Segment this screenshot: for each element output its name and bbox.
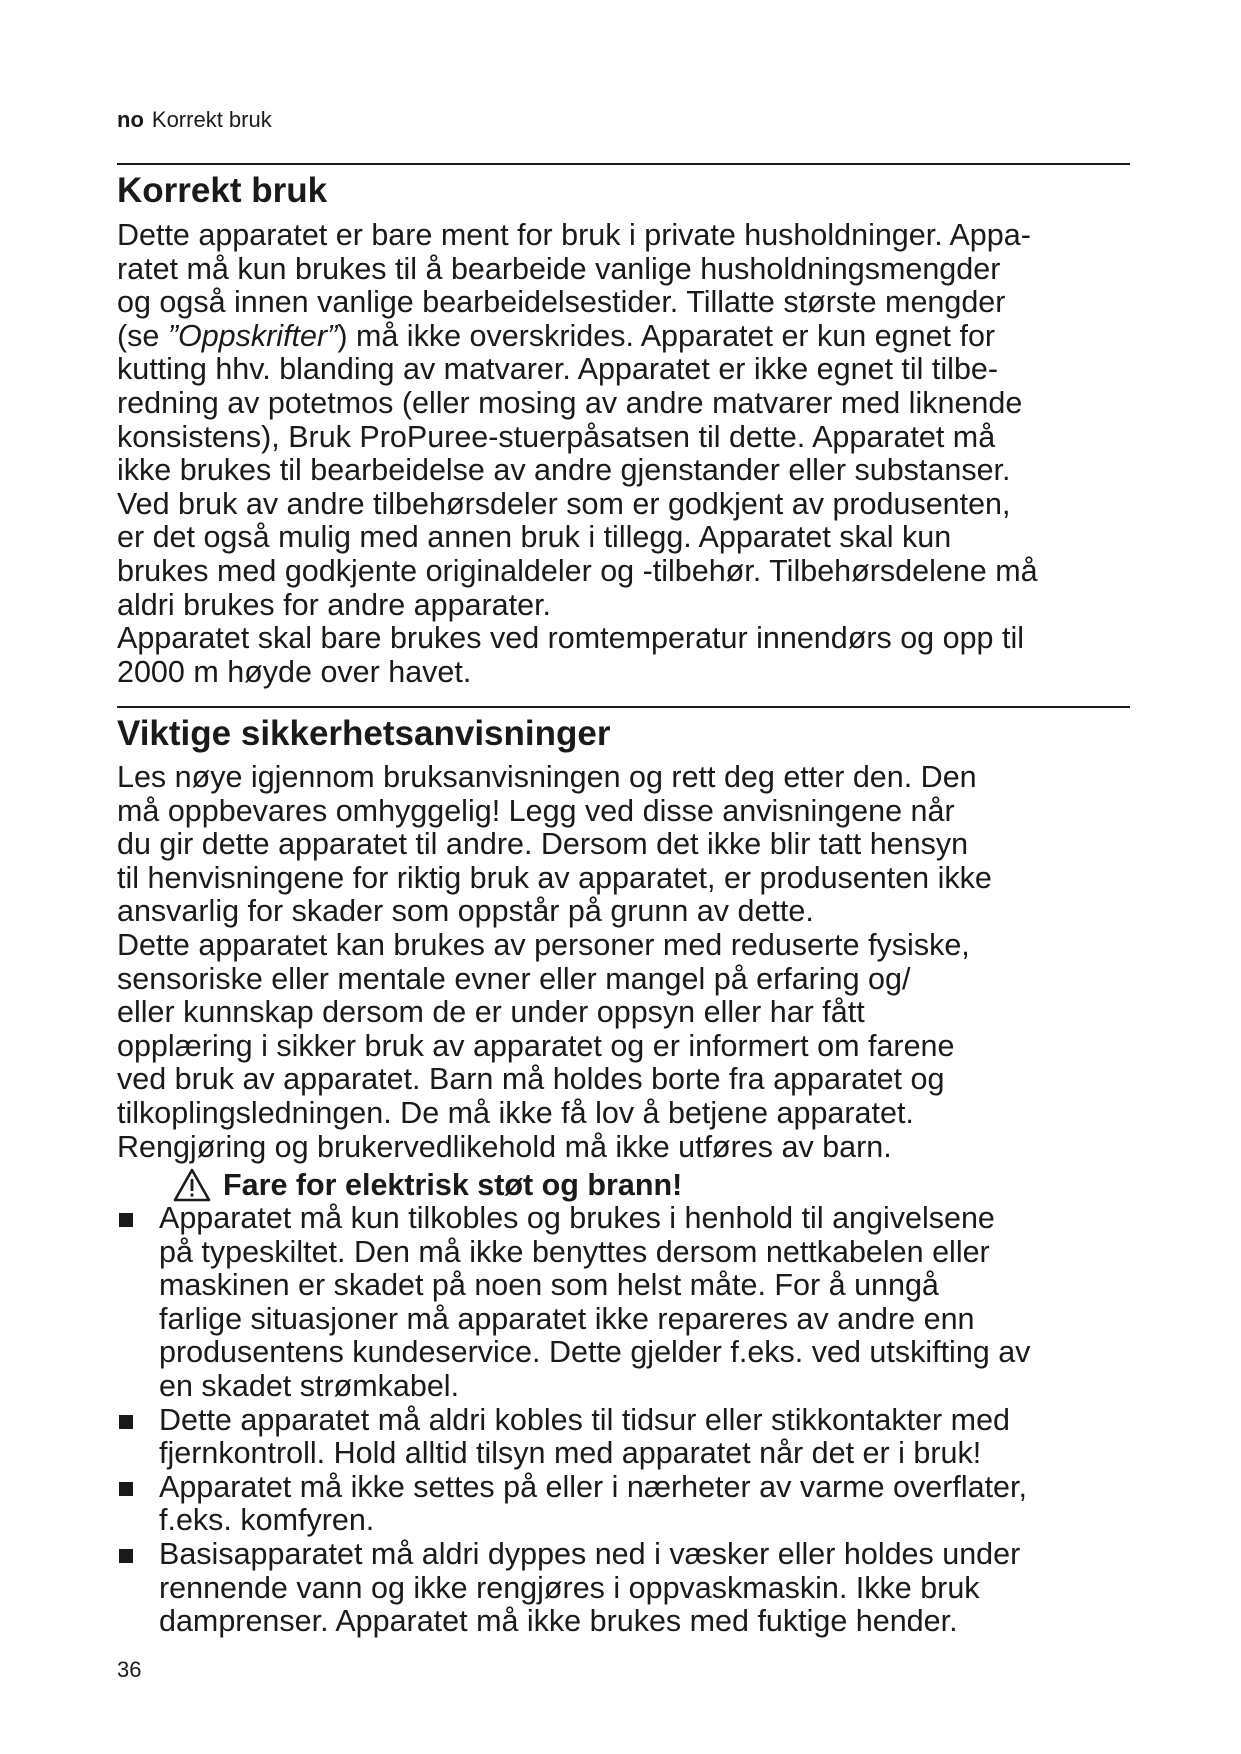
section-body-safety (117, 761, 1132, 1164)
list-item (117, 1471, 1132, 1538)
running-header-section: Korrekt bruk (151, 107, 272, 132)
text-line: rennende vann og ikke rengjøres i oppvaskmaskin. Ikke bruk (159, 1570, 980, 1605)
text-line: fjernkontroll. Hold alltid tilsyn med apparatet når det er i bruk! (159, 1436, 982, 1471)
text-line: Apparatet skal bare brukes ved romtemperatur innendørs og opp til (117, 621, 1025, 656)
list-item (117, 1404, 1132, 1471)
text-line: tilkoplingsledningen. De må ikke få lov å betjene apparatet. (117, 1095, 914, 1130)
text-line: Les nøye igjennom bruksanvisningen og rett deg etter den. Den (117, 760, 977, 794)
text-line: og også innen vanlige bearbeidelsestider. Tillatte største mengder (117, 285, 1006, 320)
section-title-safety: Viktige sikkerhetsanvisninger (117, 714, 611, 753)
text-line: sensoriske eller mentale evner eller mangel på erfaring og/ (117, 961, 911, 996)
warning-heading-text: Fare for elektrisk støt og brann! (223, 1168, 683, 1202)
text-line: må oppbevares omhyggelig! Legg ved disse anvisningene når (117, 793, 955, 828)
text-line: damprenser. Apparatet må ikke brukes med fuktige hender. (159, 1604, 958, 1639)
section-divider (117, 163, 1130, 165)
square-bullet-icon (119, 1415, 133, 1429)
text-line: konsistens), Bruk ProPuree-stuerpåsatsen til dette. Apparatet må (117, 419, 996, 454)
manual-page (117, 0, 1132, 1754)
text-line: ratet må kun brukes til å bearbeide vanlige husholdningsmengder (117, 251, 1001, 286)
text-line: Ved bruk av andre tilbehørsdeler som er godkjent av produsenten, (117, 486, 1011, 521)
text-line: brukes med godkjente originaldeler og -tilbehør. Tilbehørsdelene må (117, 553, 1038, 588)
language-code: no (117, 107, 144, 132)
text-line-with-reference (117, 320, 1132, 354)
section-body-korrekt-bruk (117, 219, 1132, 689)
text-line: en skadet strømkabel. (159, 1368, 460, 1403)
text-line: redning av potetmos (eller mosing av andre matvarer med liknende (117, 385, 1023, 420)
text-line: f.eks. komfyren. (159, 1503, 375, 1538)
warning-heading (173, 1168, 682, 1202)
text-line: farlige situasjoner må apparatet ikke repareres av andre enn (159, 1301, 975, 1336)
text-line: ansvarlig for skader som oppstår på grunn av dette. (117, 894, 814, 929)
text-fragment: ) må ikke overskrides. Apparatet er kun egnet for (337, 318, 996, 353)
text-line: opplæring i sikker bruk av apparatet og er informert om farene (117, 1028, 955, 1063)
text-line: ikke brukes til bearbeidelse av andre gjenstander eller substanser. (117, 453, 1011, 488)
text-line: Basisapparatet må aldri dyppes ned i væsker eller holdes under (159, 1536, 1021, 1571)
warning-bullet-list (117, 1202, 1132, 1639)
recipes-reference: ”Oppskrifter” (167, 318, 338, 353)
section-title-korrekt-bruk: Korrekt bruk (117, 171, 328, 210)
text-line: Dette apparatet er bare ment for bruk i private husholdninger. Appa- (117, 218, 1031, 252)
text-line: Rengjøring og brukervedlikehold må ikke utføres av barn. (117, 1129, 892, 1164)
text-line: produsentens kundeservice. Dette gjelder f.eks. ved utskifting av (159, 1335, 1031, 1370)
text-line: ved bruk av apparatet. Barn må holdes borte fra apparatet og (117, 1062, 945, 1097)
text-line: til henvisningene for riktig bruk av apparatet, er produsenten ikke (117, 860, 992, 895)
text-line: Apparatet må kun tilkobles og brukes i henhold til angivelsene (159, 1201, 995, 1235)
text-line: maskinen er skadet på noen som helst måte. For å unngå (159, 1268, 939, 1303)
text-line: på typeskiltet. Den må ikke benyttes dersom nettkabelen eller (159, 1234, 990, 1269)
running-header (117, 106, 272, 134)
text-line: er det også mulig med annen bruk i tillegg. Apparatet skal kun (117, 520, 952, 555)
text-line: Dette apparatet kan brukes av personer med reduserte fysiske, (117, 927, 970, 962)
text-line: Apparatet må ikke settes på eller i nærheter av varme overflater, (159, 1469, 1027, 1504)
text-line: eller kunnskap dersom de er under oppsyn eller har fått (117, 995, 865, 1030)
text-line: Dette apparatet må aldri kobles til tidsur eller stikkontakter med (159, 1402, 1010, 1437)
page-number: 36 (117, 1657, 142, 1682)
section-divider (117, 706, 1130, 708)
text-line: aldri brukes for andre apparater. (117, 587, 552, 622)
warning-triangle-icon (173, 1168, 211, 1202)
text-fragment: (se (117, 318, 168, 353)
list-item (117, 1202, 1132, 1404)
square-bullet-icon (119, 1549, 133, 1563)
list-item (117, 1538, 1132, 1639)
text-line: kutting hhv. blanding av matvarer. Apparatet er ikke egnet til tilbe- (117, 352, 999, 387)
text-line: du gir dette apparatet til andre. Dersom det ikke blir tatt hensyn (117, 827, 969, 862)
square-bullet-icon (119, 1482, 133, 1496)
square-bullet-icon (119, 1213, 133, 1227)
text-line: 2000 m høyde over havet. (117, 654, 472, 689)
